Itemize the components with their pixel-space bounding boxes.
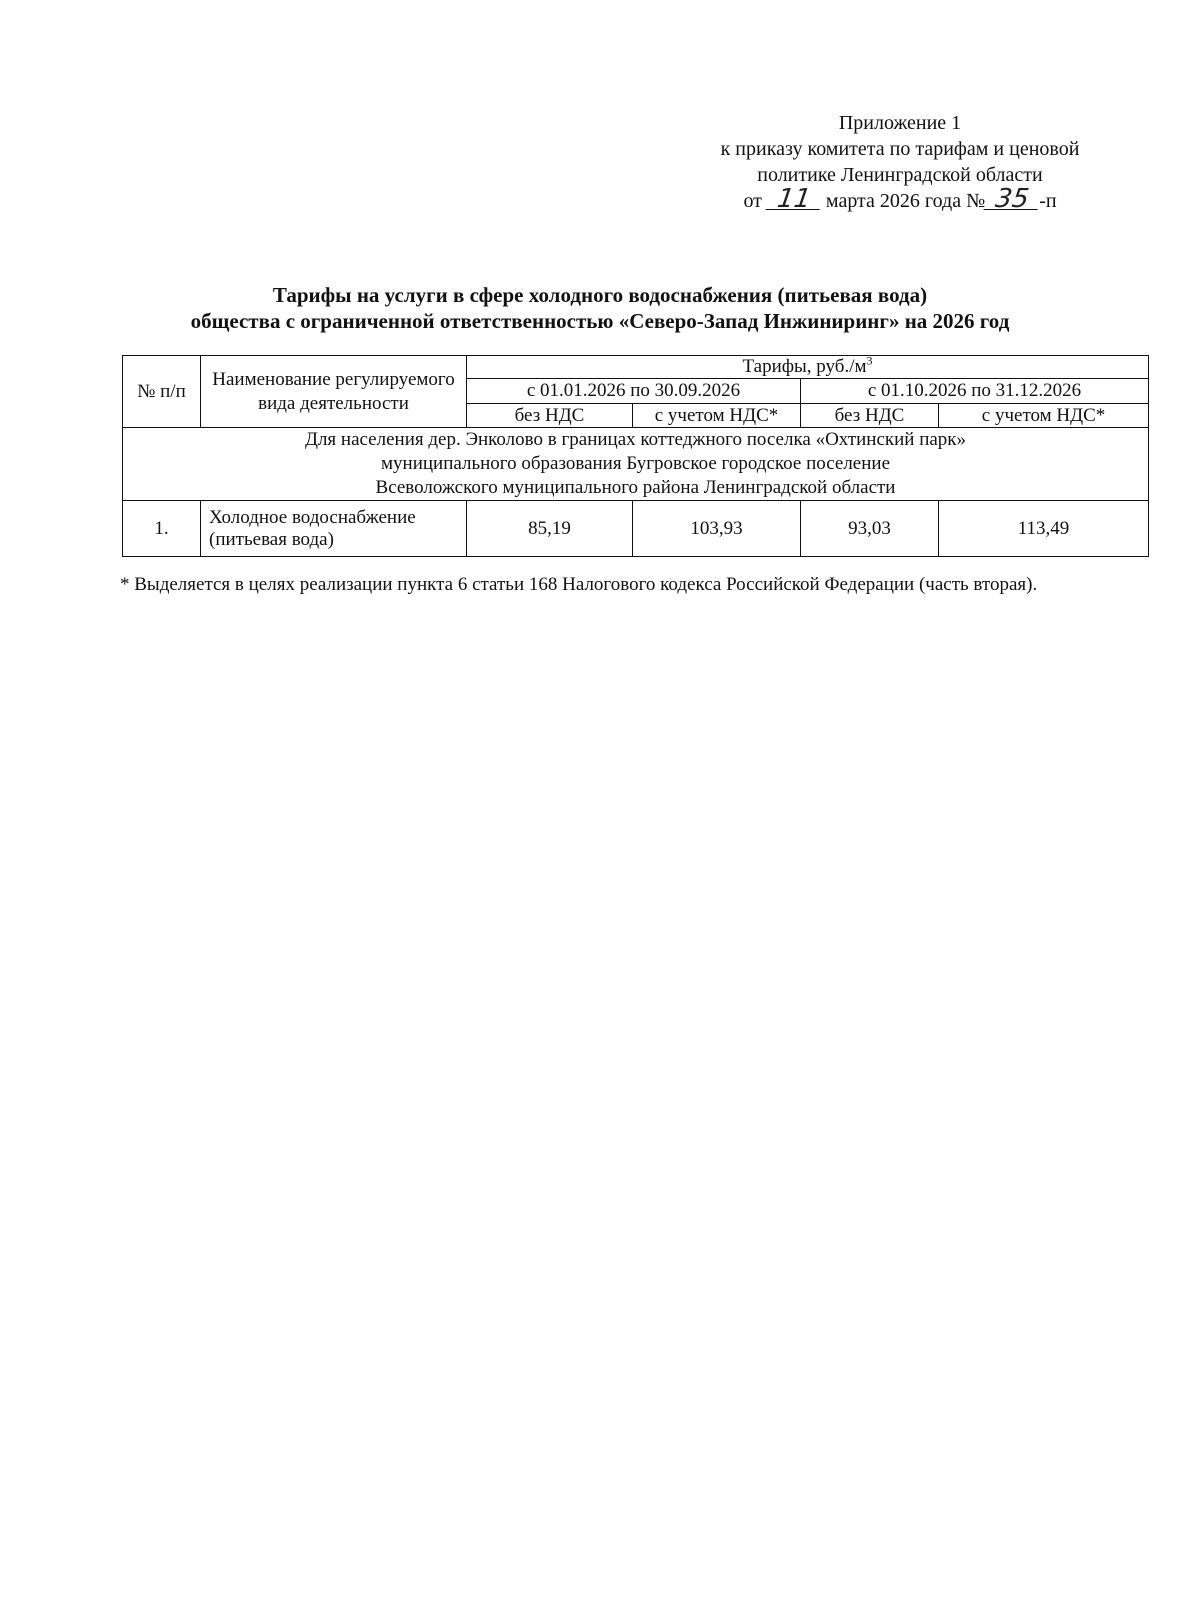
header-number: № п/п (123, 356, 201, 428)
row-p1-with-vat: 103,93 (633, 501, 801, 557)
header-period-2: с 01.10.2026 по 31.12.2026 (801, 379, 1149, 404)
order-suffix: -п (1039, 190, 1057, 212)
row-number: 1. (123, 501, 201, 557)
document-title (60, 282, 1140, 334)
tariffs-table (122, 355, 1149, 557)
header-activity-name: Наименование регулируемого вида деятельности (201, 356, 467, 428)
row-p2-without-vat: 93,03 (801, 501, 939, 557)
order-number-handwritten: 35 (984, 189, 1041, 210)
order-prefix: от (743, 190, 762, 212)
section-line-2: муниципального образования Бугровское городское поселение (381, 453, 891, 474)
header-p2-without-vat: без НДС (801, 404, 939, 428)
header-tariffs-label: Тарифы, руб./м (742, 356, 867, 377)
header-tariffs-unit-sup: 3 (866, 355, 873, 368)
header-period-1: с 01.01.2026 по 30.09.2026 (467, 379, 801, 404)
row-p2-with-vat: 113,49 (939, 501, 1149, 557)
title-line-1: Тарифы на услуги в сфере холодного водоснабжения (питьевая вода) (272, 283, 928, 307)
appendix-line-3: политике Ленинградской области (757, 164, 1043, 186)
appendix-header (650, 110, 1150, 214)
appendix-order-line (650, 184, 1150, 214)
vat-footnote: * Выделяется в целях реализации пункта 6 статьи 168 Налогового кодекса Российской Федерации (часть вторая). (120, 574, 1038, 595)
header-p1-with-vat: с учетом НДС* (633, 404, 801, 428)
order-month-year: марта 2026 года № (825, 190, 986, 212)
section-population (123, 428, 1149, 501)
title-line-2: общества с ограниченной ответственностью «Северо-Запад Инжиниринг» на 2026 год (190, 309, 1010, 333)
section-line-1: Для населения дер. Энколово в границах коттеджного поселка «Охтинский парк» (304, 429, 967, 450)
header-p1-without-vat: без НДС (467, 404, 633, 428)
row-activity-name: Холодное водоснабжение (питьевая вода) (201, 501, 467, 557)
table-row (123, 501, 1149, 557)
appendix-line-1: Приложение 1 (838, 112, 962, 134)
order-day-handwritten: 11 (765, 189, 822, 210)
header-tariffs (467, 356, 1149, 379)
appendix-line-2: к приказу комитета по тарифам и ценовой (720, 138, 1080, 160)
row-p1-without-vat: 85,19 (467, 501, 633, 557)
header-p2-with-vat: с учетом НДС* (939, 404, 1149, 428)
section-line-3: Всеволожского муниципального района Ленинградской области (375, 477, 896, 498)
